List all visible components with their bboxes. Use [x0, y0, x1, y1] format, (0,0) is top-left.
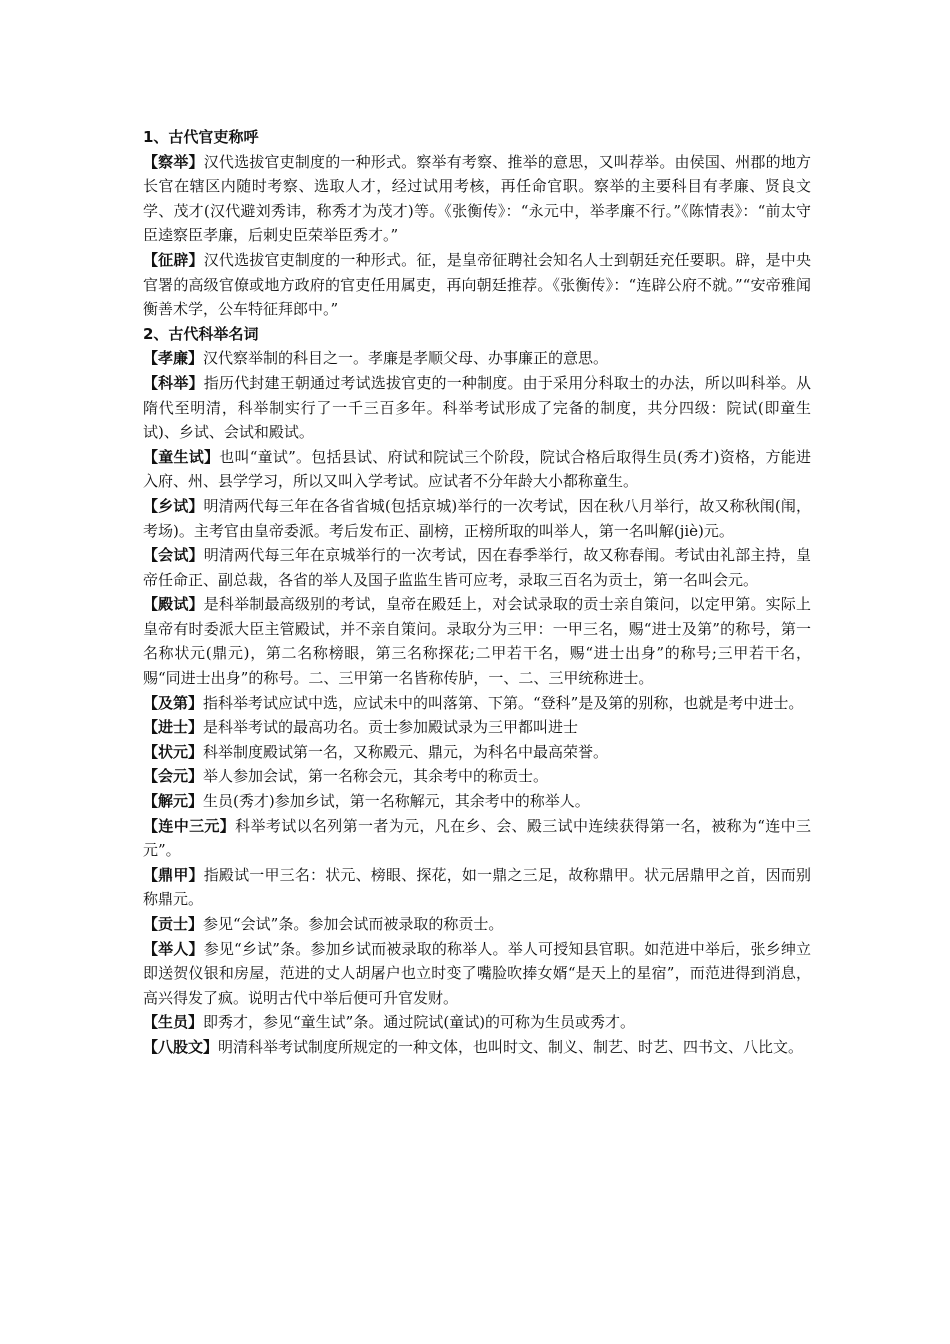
term-label: 【殿试】 — [143, 595, 204, 614]
term-definition: 指历代封建王朝通过考试选拔官吏的一种制度。由于采用分科取士的办法，所以叫科举。从隋代至明清，科举制实行了一千三百多年。科举考试形成了完备的制度，共分四级：院试(即童生试)、乡试、会试和殿试。 — [143, 373, 811, 442]
term-label: 【及第】 — [143, 693, 204, 712]
section-heading: 2、古代科举名词 — [143, 324, 259, 343]
term-entry — [143, 445, 811, 494]
term-entry — [143, 863, 811, 912]
term-label: 【贡士】 — [143, 915, 204, 933]
term-entry — [143, 592, 811, 690]
term-label: 【乡试】 — [143, 496, 204, 515]
term-entry — [143, 346, 811, 371]
term-entry — [143, 715, 811, 740]
term-entry — [143, 691, 811, 716]
term-definition: 举人参加会试，第一名称会元，其余考中的称贡士。 — [203, 767, 549, 786]
term-entry — [143, 912, 811, 937]
term-entry — [143, 150, 811, 248]
term-definition: 是科举制最高级别的考试，皇帝在殿廷上，对会试录取的贡士亲自策问，以定甲第。实际上皇帝有时委派大臣主管殿试，并不亲自策问。录取分为三甲：一甲三名，赐“进士及第”的称号，第一名称状元(鼎元)，第二名称榜眼，第三名称探花;二甲若干名，赐“进士出身”的称号;三甲若干名，赐“同进士出身”的称号。二、三甲第一名皆称传胪，一、二、三甲统称进士。 — [143, 595, 811, 688]
term-label: 【进士】 — [143, 718, 204, 737]
term-definition: 汉代选拔官吏制度的一种形式。察举有考察、推举的意思，又叫荐举。由侯国、州郡的地方长官在辖区内随时考察、选取人才，经过试用考核，再任命官职。察举的主要科目有孝廉、贤良文学、茂才(汉代避刘秀讳，称秀才为茂才)等。《张衡传》：“永元中，举孝廉不行。”《陈情表》：“前太守臣逵察臣孝廉，后刺史臣荣举臣秀才。” — [143, 152, 811, 245]
term-definition: 参见“会试”条。参加会试而被录取的称贡士。 — [203, 915, 504, 933]
term-entry — [143, 937, 811, 1011]
term-entry — [143, 789, 811, 814]
term-label: 【解元】 — [143, 792, 204, 811]
term-definition: 是科举考试的最高功名。贡士参加殿试录为三甲都叫进士 — [203, 718, 579, 737]
term-label: 【生员】 — [143, 1013, 204, 1032]
term-entry — [143, 494, 811, 543]
term-definition: 科举考试以名列第一者为元，凡在乡、会、殿三试中连续获得第一名，被称为“连中三元”。 — [143, 816, 811, 860]
section-heading: 1、古代官吏称呼 — [143, 128, 259, 146]
term-entry — [143, 543, 811, 592]
term-entry — [143, 1010, 811, 1035]
term-label: 【征辟】 — [143, 250, 204, 269]
term-definition: 也叫“童试”。包括县试、府试和院试三个阶段，院试合格后取得生员(秀才)资格，方能进入府、州、县学学习，所以又叫入学考试。应试者不分年龄大小都称童生。 — [143, 447, 811, 491]
term-definition: 即秀才，参见“童生试”条。通过院试(童试)的可称为生员或秀才。 — [203, 1013, 636, 1032]
term-definition: 指科举考试应试中选，应试未中的叫落第、下第。“登科”是及第的别称，也就是考中进士。 — [203, 693, 804, 712]
term-label: 【察举】 — [143, 152, 204, 171]
term-definition: 参见“乡试”条。参加乡试而被录取的称举人。举人可授知县官职。如范进中举后，张乡绅立即送贺仪银和房屋，范进的丈人胡屠户也立时变了嘴脸吹捧女婿“是天上的星宿”，而范进得到消息，高兴得发了疯。说明古代中举后便可升官发财。 — [143, 939, 811, 1007]
term-label: 【童生试】 — [143, 447, 220, 466]
term-entry — [143, 814, 811, 863]
term-definition: 汉代选拔官吏制度的一种形式。征，是皇帝征聘社会知名人士到朝廷充任要职。辟，是中央官署的高级官僚或地方政府的官吏任用属吏，再向朝廷推荐。《张衡传》：“连辟公府不就。”“安帝雅闻衡善术学，公车特征拜郎中。” — [143, 250, 811, 319]
term-label: 【举人】 — [143, 939, 204, 958]
term-entry — [143, 1035, 811, 1060]
term-label: 【连中三元】 — [143, 816, 236, 835]
document-page — [143, 125, 811, 1060]
term-label: 【八股文】 — [143, 1037, 219, 1056]
term-definition: 明清两代每三年在京城举行的一次考试，因在春季举行，故又称春闱。考试由礼部主持，皇帝任命正、副总裁，各省的举人及国子监监生皆可应考，录取三百名为贡士，第一名叫会元。 — [143, 546, 811, 589]
term-definition: 指殿试一甲三名：状元、榜眼、探花，如一鼎之三足，故称鼎甲。状元居鼎甲之首，因而别称鼎元。 — [143, 865, 811, 909]
term-label: 【会元】 — [143, 767, 204, 786]
term-definition: 科举制度殿试第一名，又称殿元、鼎元，为科名中最高荣誉。 — [203, 742, 609, 761]
term-definition: 明清科举考试制度所规定的一种文体，也叫时文、制义、制艺、时艺、四书文、八比文。 — [218, 1037, 804, 1056]
term-entry — [143, 248, 811, 322]
term-definition: 明清两代每三年在各省省城(包括京城)举行的一次考试，因在秋八月举行，故又称秋闱(闱，考场)。主考官由皇帝委派。考后发布正、副榜，正榜所取的叫举人，第一名叫解(jiè)元。 — [143, 496, 811, 540]
term-definition: 生员(秀才)参加乡试，第一名称解元，其余考中的称举人。 — [203, 792, 590, 811]
term-label: 【状元】 — [143, 742, 204, 761]
term-definition: 汉代察举制的科目之一。孝廉是孝顺父母、办事廉正的意思。 — [203, 349, 609, 368]
term-entry — [143, 764, 811, 789]
term-label: 【科举】 — [143, 373, 204, 392]
term-label: 【会试】 — [143, 546, 204, 565]
term-entry — [143, 740, 811, 765]
term-entry — [143, 371, 811, 445]
term-label: 【鼎甲】 — [143, 865, 204, 884]
term-label: 【孝廉】 — [143, 349, 204, 368]
